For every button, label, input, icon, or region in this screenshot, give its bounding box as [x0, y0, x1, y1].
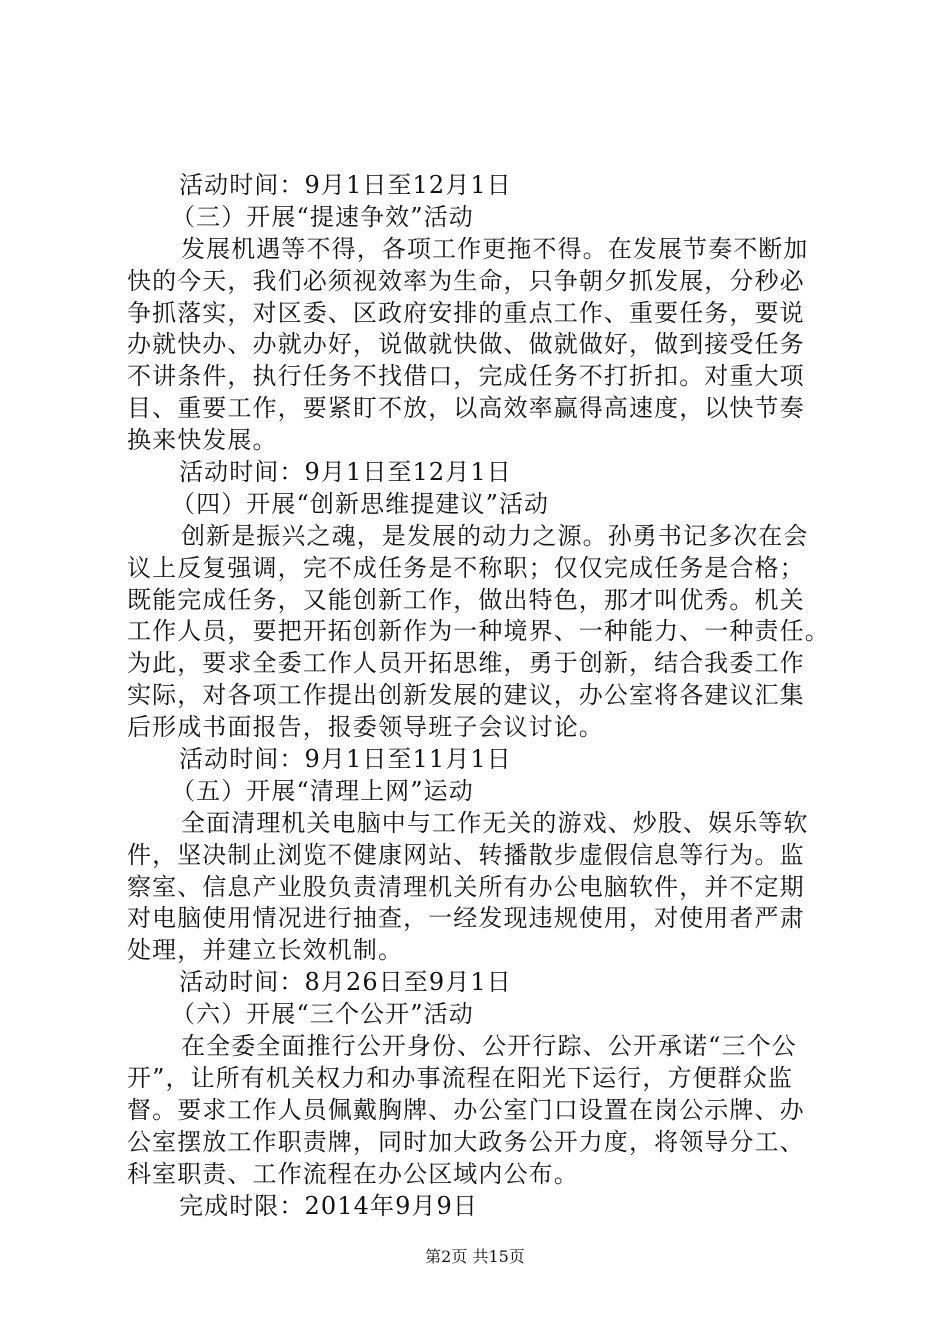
- text-line: 办就快办、办就办好，说做就快做、做就做好，做到接受任务: [127, 330, 805, 359]
- text-line: 创新是振兴之魂，是发展的动力之源。孙勇书记多次在会: [181, 521, 809, 550]
- text-line: 全面清理机关电脑中与工作无关的游戏、炒股、娱乐等软: [181, 808, 809, 837]
- page-footer: 第2页 共15页: [425, 1247, 525, 1266]
- text-line: 察室、信息产业股负责清理机关所有办公电脑软件，并不定期: [127, 872, 805, 901]
- text-line: 活动时间：9月1日至11月1日: [179, 745, 512, 774]
- text-line: 活动时间：9月1日至12月1日: [179, 458, 512, 487]
- text-line: 换来快发展。: [127, 426, 278, 455]
- text-line: 议上反复强调，完不成任务是不称职；仅仅完成任务是合格；: [127, 553, 805, 582]
- text-line: （四）开展“创新思维提建议”活动: [171, 489, 550, 518]
- text-line: 既能完成任务，又能创新工作，做出特色，那才叫优秀。机关: [127, 585, 805, 614]
- document-body: [127, 170, 829, 1222]
- text-line: 完成时限：2014年9月9日: [179, 1191, 479, 1220]
- text-line: 活动时间：9月1日至12月1日: [179, 171, 512, 199]
- text-line: 督。要求工作人员佩戴胸牌、办公室门口设置在岗公示牌、办: [127, 1095, 805, 1124]
- text-line: 不讲条件，执行任务不找借口，完成任务不打折扣。对重大项: [127, 362, 805, 391]
- text-line: 后形成书面报告，报委领导班子会议讨论。: [127, 713, 604, 742]
- text-line: 实际，对各项工作提出创新发展的建议，办公室将各建议汇集: [127, 681, 805, 710]
- text-line: 争抓落实，对区委、区政府安排的重点工作、重要任务，要说: [127, 298, 805, 327]
- text-line: 开”，让所有机关权力和办事流程在阳光下运行，方便群众监: [127, 1063, 793, 1092]
- text-line: 件，坚决制止浏览不健康网站、转播散步虚假信息等行为。监: [127, 840, 805, 869]
- text-line: 活动时间：8月26日至9月1日: [179, 968, 512, 997]
- text-line: 公室摆放工作职责牌，同时加大政务公开力度，将领导分工、: [127, 1127, 805, 1156]
- text-line: 对电脑使用情况进行抽查，一经发现违规使用，对使用者严肃: [127, 904, 805, 933]
- text-line: （六）开展“三个公开”活动: [171, 1000, 474, 1029]
- text-line: 为此，要求全委工作人员开拓思维，勇于创新，结合我委工作: [127, 649, 805, 678]
- text-line: 快的今天，我们必须视效率为生命，只争朝夕抓发展，分秒必: [127, 266, 805, 295]
- text-line: 目、重要工作，要紧盯不放，以高效率赢得高速度，以快节奏: [127, 394, 805, 423]
- text-line: 科室职责、工作流程在办公区域内公布。: [127, 1159, 579, 1188]
- text-line: （三）开展“提速争效”活动: [171, 202, 474, 231]
- text-line: （五）开展“清理上网”运动: [171, 776, 474, 805]
- text-line: 处理，并建立长效机制。: [127, 936, 404, 965]
- text-line: 工作人员，要把开拓创新作为一种境界、一种能力、一种责任。: [127, 617, 830, 646]
- text-line: 在全委全面推行公开身份、公开行踪、公开承诺“三个公: [181, 1032, 797, 1061]
- text-line: 发展机遇等不得，各项工作更拖不得。在发展节奏不断加: [181, 234, 809, 263]
